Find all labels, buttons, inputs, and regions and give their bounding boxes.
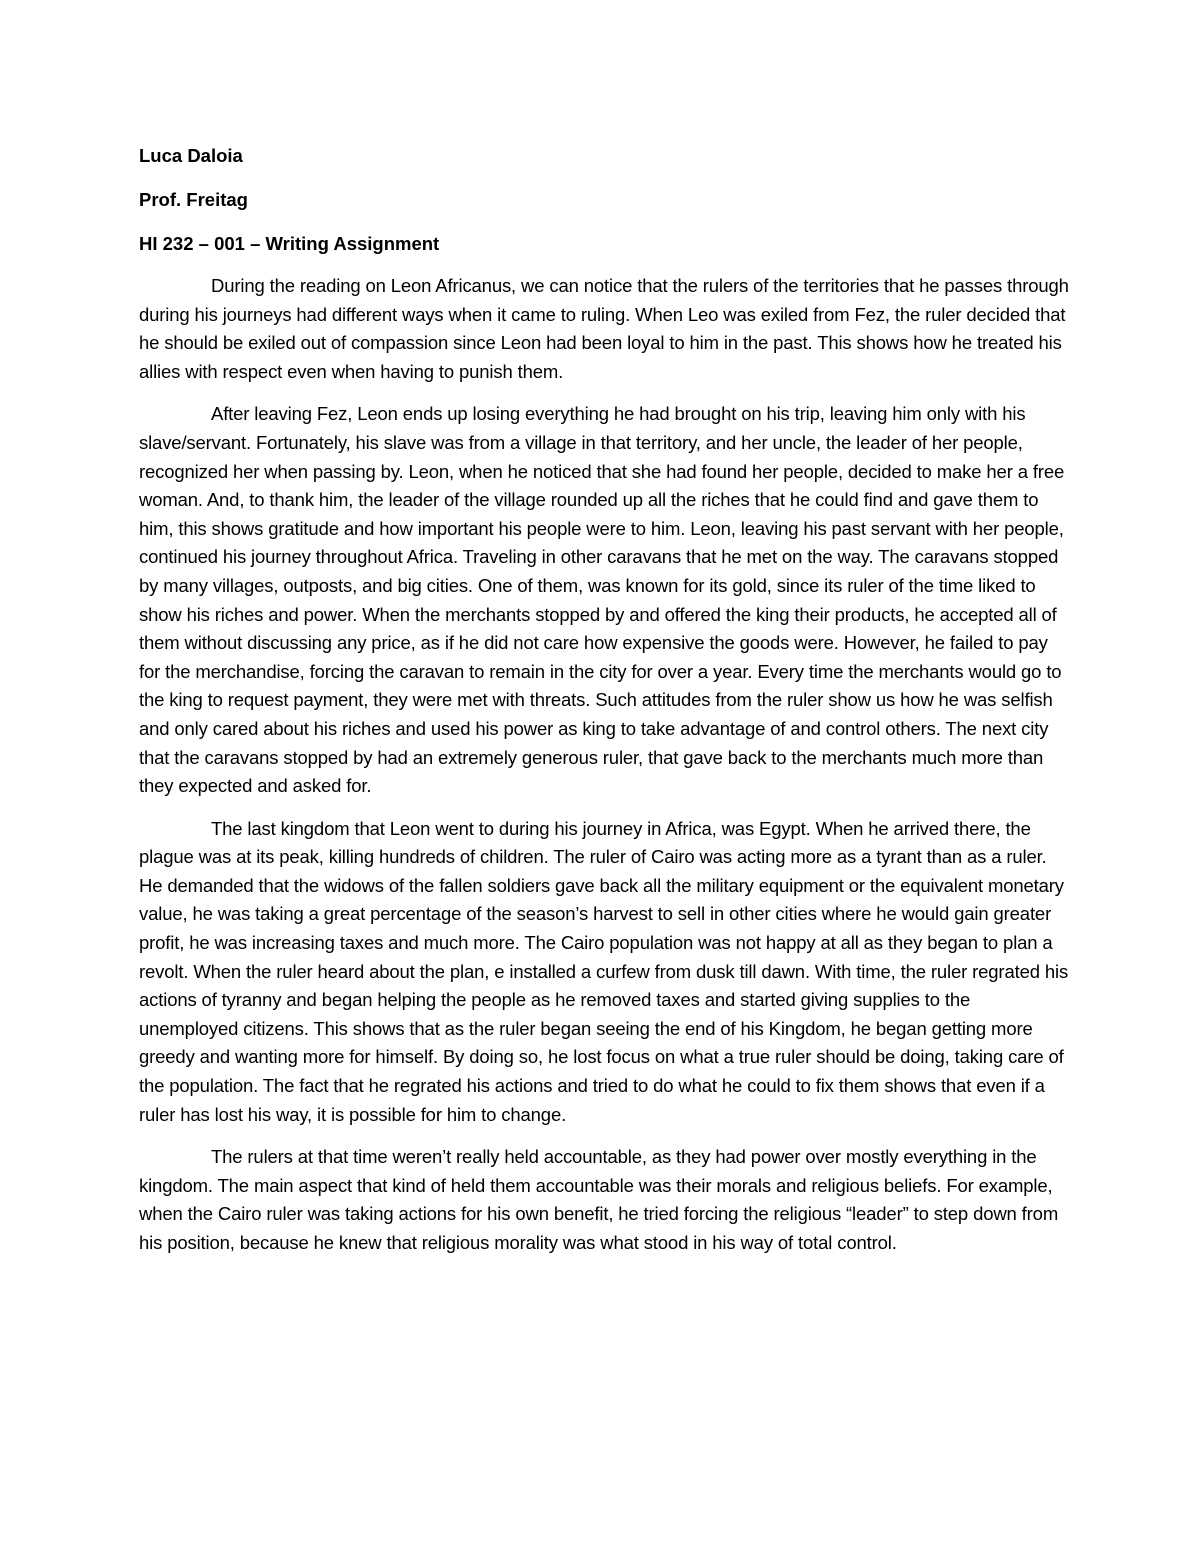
document-body <box>139 140 1069 1258</box>
paragraph-4: The rulers at that time weren’t really held accountable, as they had power over mostly everything in the kingdom. The main aspect that kind of held them accountable was their morals and religious beliefs. For example, when the Cairo ruler was taking actions for his own benefit, he tried forcing the religious “leader” to step down from his position, because he knew that religious morality was what stood in his way of total control. <box>139 1146 1059 1253</box>
paragraph-1: During the reading on Leon Africanus, we can notice that the rulers of the territories that he passes through during his journeys had different ways when it came to ruling. When Leo was exiled from Fez, the ruler decided that he should be exiled out of compassion since Leon had been loyal to him in the past. This shows how he treated his allies with respect even when having to punish them. <box>139 275 1069 382</box>
course-title: HI 232 – 001 – Writing Assignment <box>139 233 440 254</box>
author-name: Luca Daloia <box>139 145 243 166</box>
paragraph-3: The last kingdom that Leon went to during his journey in Africa, was Egypt. When he arrived there, the plague was at its peak, killing hundreds of children. The ruler of Cairo was acting more as a tyrant than as a ruler. He demanded that the widows of the fallen soldiers gave back all the military equipment or the equivalent monetary value, he was taking a great percentage of the season’s harvest to sell in other cities where he would gain greater profit, he was increasing taxes and much more. The Cairo population was not happy at all as they began to plan a revolt. When the ruler heard about the plan, e installed a curfew from dusk till dawn. With time, the ruler regrated his actions of tyranny and began helping the people as he removed taxes and started giving supplies to the unemployed citizens. This shows that as the ruler began seeing the end of his Kingdom, he began getting more greedy and wanting more for himself. By doing so, he lost focus on what a true ruler should be doing, taking care of the population. The fact that he regrated his actions and tried to do what he could to fix them shows that even if a ruler has lost his way, it is possible for him to change. <box>139 817 1069 1125</box>
paragraph-2: After leaving Fez, Leon ends up losing everything he had brought on his trip, leaving him only with his slave/servant. Fortunately, his slave was from a village in that territory, and her uncle, the leader of her people, recognized her when passing by. Leon, when he noticed that she had found her people, decided to make her a free woman. And, to thank him, the leader of the village rounded up all the riches that he could find and gave them to him, this shows gratitude and how important his people were to him. Leon, leaving his past servant with her people, continued his journey throughout Africa. Traveling in other caravans that he met on the way. The caravans stopped by many villages, outposts, and big cities. One of them, was known for its gold, since its ruler of the time liked to show his riches and power. When the merchants stopped by and offered the king their products, he accepted all of them without discussing any price, as if he did not care how expensive the goods were. However, he failed to pay for the merchandise, forcing the caravan to remain in the city for over a year. Every time the merchants would go to the king to request payment, they were met with threats. Such attitudes from the ruler show us how he was selfish and only cared about his riches and used his power as king to take advantage of and control others. The next city that the caravans stopped by had an extremely generous ruler, that gave back to the merchants much more than they expected and asked for. <box>139 403 1065 797</box>
professor-name: Prof. Freitag <box>139 189 248 210</box>
